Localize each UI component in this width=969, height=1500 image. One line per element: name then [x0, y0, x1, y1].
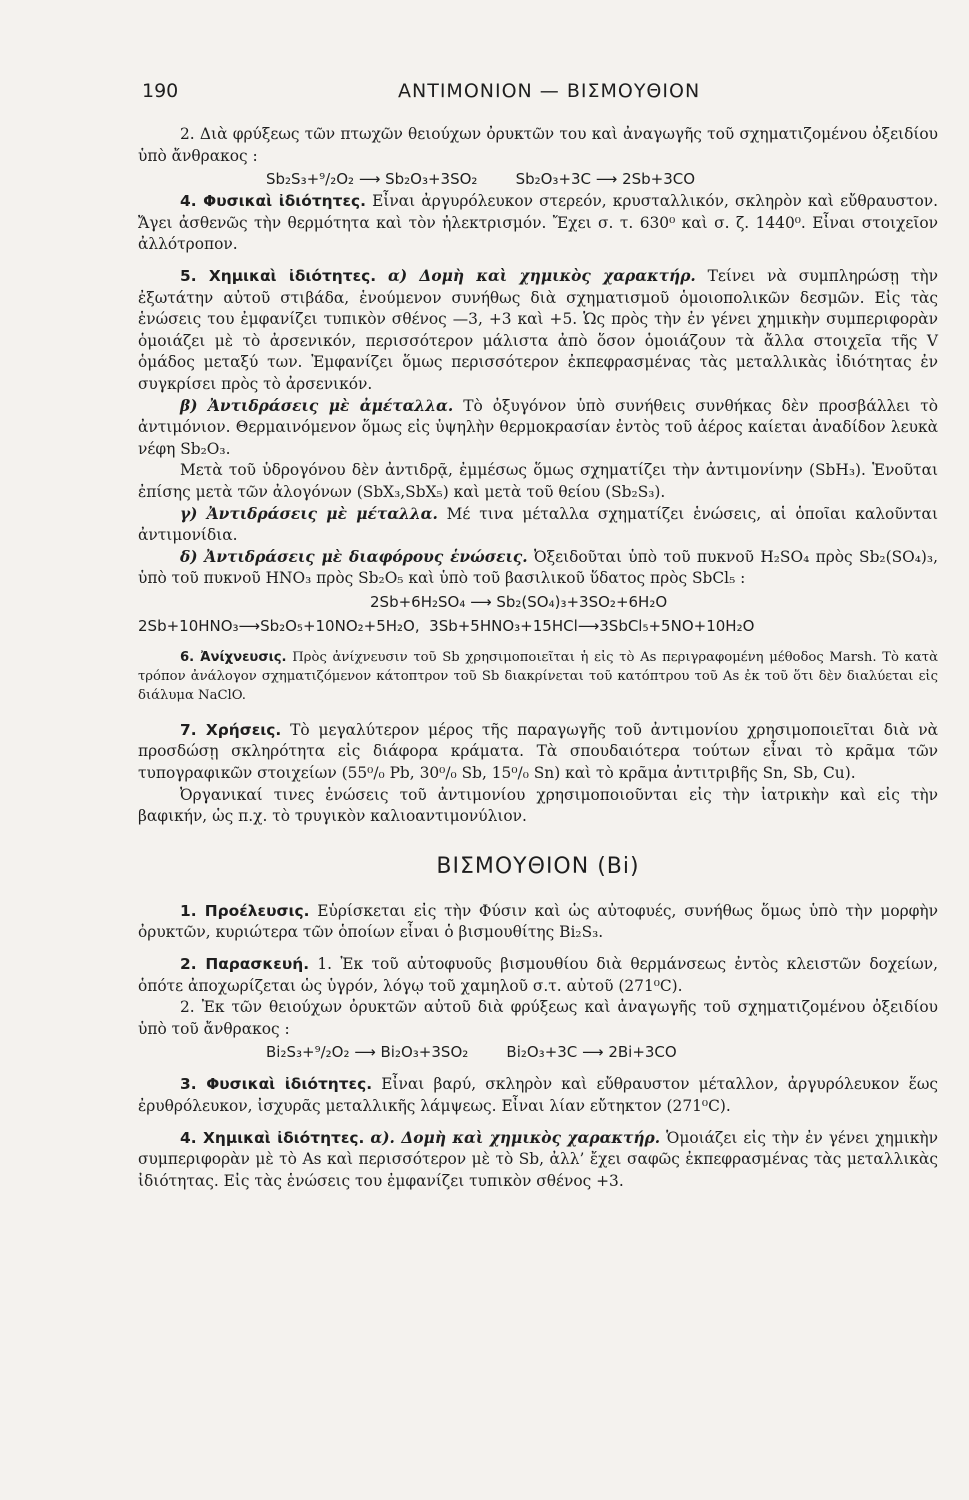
bi-physical-properties [138, 1074, 938, 1117]
subsection-heading: β) Ἀντιδράσεις μὲ ἀμέταλλα. [180, 396, 454, 415]
section-heading: 3. Φυσικαὶ ἰδιότητες. [180, 1075, 373, 1094]
section-text: Τείνει νὰ συμπληρώσῃ τὴν ἐξωτάτην αὐτοῦ στιβάδα, ἑνούμενον συνήθως διὰ σχηματισμοῦ ὁμοιοπολικῶν δεσμῶν. Εἰς τὰς ἑνώσεις του ἐμφανίζει τυπικὸν σθένος —3, +3 καὶ +5. Ὡς πρὸς τὴν ἐν γένει χημικὴν συμπεριφορὰν ὁμοιάζει μὲ τὸ ἀρσενικόν, περισσότερον μάλιστα ἀπὸ ὅσον ὁμοιάζουν τὰ ἄλλα στοιχεῖα τῆς V ὁμάδος μεταξύ των. Ἐμφανίζει ὅμως περισσότερον ἐκπεφρασμένας τὰς μεταλλικὰς ἰδιότητας ἐν συγκρίσει πρὸς τὸ ἀρσενικόν. [138, 266, 938, 393]
sb-equation-nitric: 2Sb+10HNO₃⟶Sb₂O₅+10NO₂+5H₂O, 3Sb+5HNO₃+15HCl⟶3SbCl₅+5NO+10H₂O [138, 616, 755, 635]
sb-hydrogen-halogen: Μετὰ τοῦ ὑδρογόνου δὲν ἀντιδρᾷ, ἐμμέσως ὅμως σχηματίζει τὴν ἀντιμονίνην (SbH₃). Ἑνοῦται ἐπίσης μετὰ τῶν ἀλογόνων (SbX₃,SbX₅) καὶ μετὰ τοῦ θείου (Sb₂S₃). [138, 461, 938, 501]
bi-preparation [138, 954, 938, 997]
section-text: Μέ τινα μέταλλα σχηματίζει ἑνώσεις, αἱ ὁποῖαι καλοῦνται ἀντιμονίδια. [138, 504, 938, 545]
section-heading: 7. Χρήσεις. [180, 720, 282, 739]
sb-equation-roasting: Sb₂S₃+⁹/₂O₂ ⟶ Sb₂O₃+3SO₂ Sb₂O₃+3C ⟶ 2Sb+3CO [266, 170, 696, 189]
bi-preparation-2: 2. Ἐκ τῶν θειούχων ὀρυκτῶν αὐτοῦ διὰ φρύξεως καὶ ἀναγωγῆς τοῦ σχηματιζομένου ὀξειδίου ὑπὸ τοῦ ἄνθρακος : [138, 998, 938, 1038]
bi-occurrence [138, 901, 938, 944]
sb-compound-reactions [138, 547, 938, 590]
section-text: Πρὸς ἀνίχνευσιν τοῦ Sb χρησιμοποιεῖται ἡ εἰς τὸ As περιγραφομένη μέθοδος Marsh. Τὸ κατὰ τρόπον ἀνάλογον σχηματιζόμενον κάτοπτρον τοῦ Sb διακρίνεται τοῦ κατόπτρου τοῦ As ἐκ τοῦ ὅτι δὲν διαλύεται εἰς διάλυμα NaClO. [138, 649, 938, 703]
running-head: ΑΝΤΙΜΟΝΙΟΝ — ΒΙΣΜΟΥΘΙΟΝ [398, 80, 701, 102]
section-text: 1. Ἐκ τοῦ αὐτοφυοῦς βισμουθίου διὰ θερμάνσεως ἐντὸς κλειστῶν δοχείων, ὁπότε ἀποχωρίζεται ὡς ὑγρόν, λόγῳ τοῦ χαμηλοῦ σ.τ. αὐτοῦ (271⁰C). [138, 955, 938, 995]
section-text: Εἶναι βαρύ, σκληρὸν καὶ εὔθραυστον μέταλλον, ἀργυρόλευκον ἕως ἐρυθρόλευκον, ἰσχυρᾶς μεταλλικῆς λάμψεως. Εἶναι λίαν εὔτηκτον (271⁰C). [138, 1075, 938, 1115]
bismuth-title: ΒΙΣΜΟΥΘΙΟΝ (Bi) [436, 853, 640, 879]
sb-preparation-2: 2. Διὰ φρύξεως τῶν πτωχῶν θειούχων ὀρυκτῶν του καὶ ἀναγωγῆς τοῦ σχηματιζομένου ὀξειδίου ὑπὸ ἄνθρακος : [138, 125, 938, 165]
sb-uses [138, 720, 938, 785]
section-text: Τὸ ὀξυγόνον ὑπὸ συνήθεις συνθήκας δὲν προσβάλλει τὸ ἀντιμόνιον. Θερμαινόμενον ὅμως εἰς ὑψηλὴν θερμοκρασίαν ἐντὸς τοῦ ἀέρος καίεται ἀναδίδον λευκὰ νέφη Sb₂O₃. [138, 396, 938, 458]
sb-nonmetal-reactions [138, 396, 938, 461]
bi-chemical-properties [138, 1128, 938, 1193]
section-text: Ὁμοιάζει εἰς τὴν ἐν γένει χημικὴν συμπεριφορὰν μὲ τὸ As καὶ περισσότερον μὲ τὸ Sb, ἀλλ’ ἔχει σαφῶς ἐκπεφρασμένας τὰς μεταλλικὰς ἰδιότητας. Εἰς τὰς ἑνώσεις του ἐμφανίζει τυπικὸν σθένος +3. [138, 1128, 938, 1190]
subsection-heading: α). Δομὴ καὶ χημικὸς χαρακτήρ. [370, 1128, 661, 1147]
sb-metal-reactions [138, 504, 938, 547]
section-heading: 4. Χημικαὶ ἰδιότητες. [180, 1128, 365, 1147]
subsection-heading: α) Δομὴ καὶ χημικὸς χαρακτήρ. [387, 266, 696, 285]
page-number: 190 [142, 80, 179, 102]
subsection-heading: δ) Ἀντιδράσεις μὲ διαφόρους ἑνώσεις. [180, 547, 528, 566]
page-body [138, 124, 938, 1192]
section-heading: 4. Φυσικαὶ ἰδιότητες. [180, 192, 366, 211]
sb-uses-organic: Ὀργανικαί τινες ἑνώσεις τοῦ ἀντιμονίου χρησιμοποιοῦνται εἰς τὴν ἰατρικὴν καὶ εἰς τὴν βαφικήν, ὡς π.χ. τὸ τρυγικὸν καλιοαντιμονύλιον. [138, 785, 938, 826]
section-heading: 5. Χημικαὶ ἰδιότητες. [180, 266, 377, 285]
sb-detection [138, 648, 938, 705]
section-heading: 6. Ἀνίχνευσις. [180, 649, 287, 665]
sb-physical-properties [138, 191, 938, 256]
section-text: Εὑρίσκεται εἰς τὴν Φύσιν καὶ ὡς αὐτοφυές, συνήθως ὅμως ὑπὸ τὴν μορφὴν ὀρυκτῶν, κυριώτερα τῶν ὁποίων εἶναι ὁ βισμουθίτης Bi₂S₃. [138, 901, 938, 942]
page-header [0, 80, 969, 112]
subsection-heading: γ) Ἀντιδράσεις μὲ μέταλλα. [180, 504, 438, 523]
sb-chemical-properties [138, 266, 938, 396]
sb-equation-sulfuric: 2Sb+6H₂SO₄ ⟶ Sb₂(SO₄)₃+3SO₂+6H₂O [370, 592, 668, 611]
bi-equation-roasting: Bi₂S₃+⁹/₂O₂ ⟶ Bi₂O₃+3SO₂ Bi₂O₃+3C ⟶ 2Bi+3CO [266, 1043, 677, 1062]
section-text: Εἶναι ἀργυρόλευκον στερεόν, κρυσταλλικόν, σκληρὸν καὶ εὔθραυστον. Ἄγει ἀσθενῶς τὴν θερμότητα καὶ τὸν ἠλεκτρισμόν. Ἔχει σ. τ. 630⁰ καὶ σ. ζ. 1440⁰. Εἶναι στοιχεῖον ἀλλότροπον. [138, 192, 938, 254]
section-text: Ὀξειδοῦται ὑπὸ τοῦ πυκνοῦ H₂SO₄ πρὸς Sb₂(SO₄)₃, ὑπὸ τοῦ πυκνοῦ HNO₃ πρὸς Sb₂O₅ καὶ ὑπὸ τοῦ βασιλικοῦ ὕδατος πρὸς SbCl₅ : [138, 547, 938, 588]
section-text: Τὸ μεγαλύτερον μέρος τῆς παραγωγῆς τοῦ ἀντιμονίου χρησιμοποιεῖται διὰ νὰ προσδώσῃ σκληρότητα εἰς διάφορα κράματα. Τὰ σπουδαιότερα τούτων εἶναι τὸ κρᾶμα τῶν τυπογραφικῶν στοιχείων (55⁰/₀ Pb, 30⁰/₀ Sb, 15⁰/₀ Sn) καὶ τὸ κρᾶμα ἀντιτριβῆς Sn, Sb, Cu). [138, 720, 938, 783]
section-heading: 1. Προέλευσις. [180, 901, 310, 920]
section-heading: 2. Παρασκευή. [180, 955, 310, 974]
